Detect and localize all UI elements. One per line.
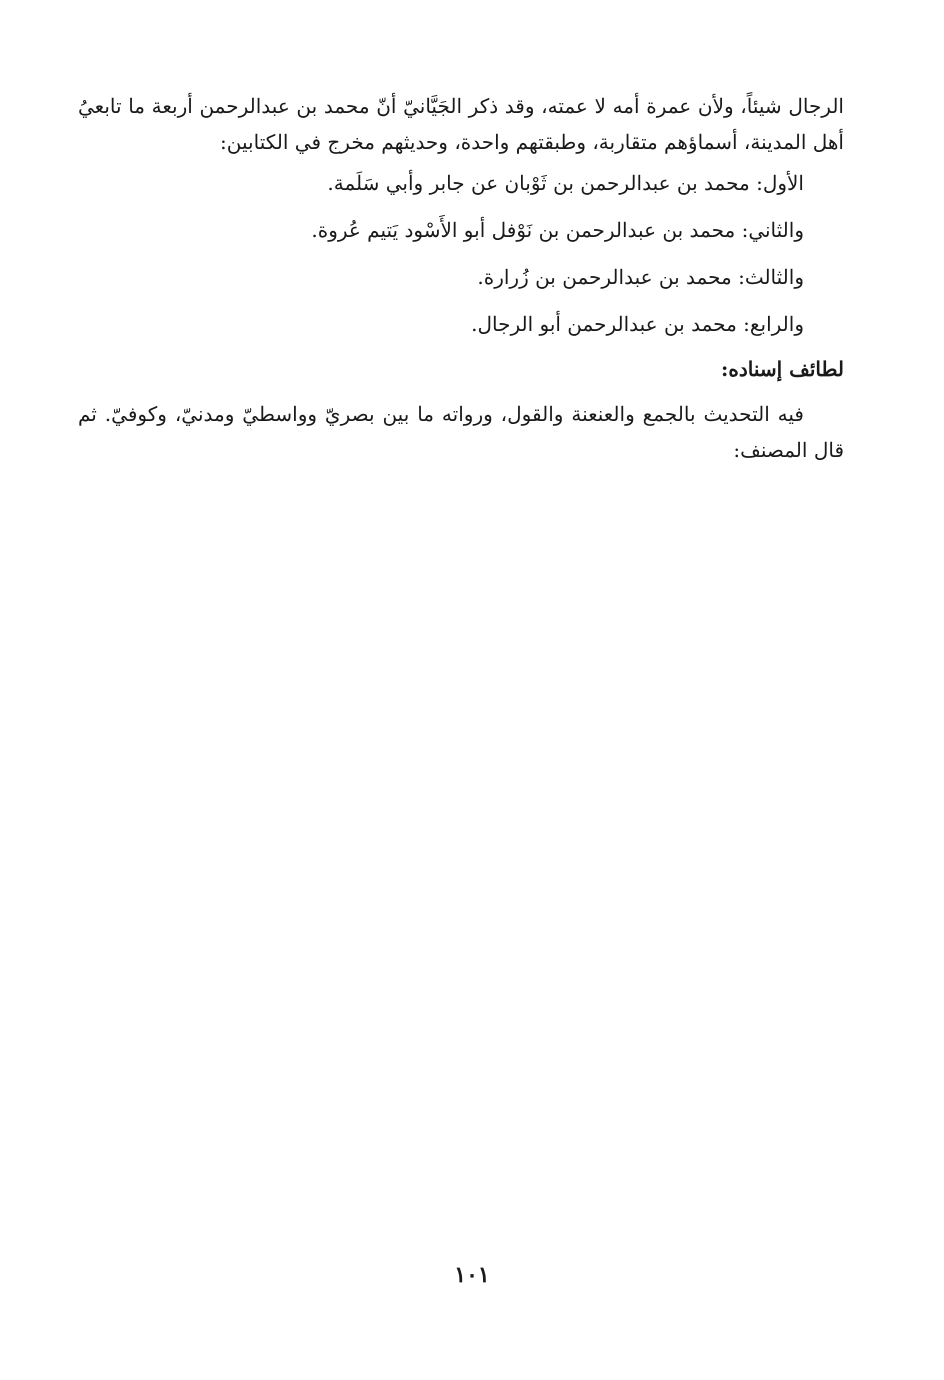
page-number: ١٠١ <box>454 1262 490 1288</box>
list-item-third: والثالث: محمد بن عبدالرحمن بن زُرارة. <box>477 265 804 289</box>
opening-paragraph: الرجال شيئاً، ولأن عمرة أمه لا عمته، وقد ذكر الجَيَّانيّ أنّ محمد بن عبدالرحمن أربعة ما تابعيُ أهل المدينة، أسماؤهم متقاربة، وطبقتهم واحدة، وحديثهم مخرج في الكتابين: <box>78 94 844 154</box>
list-item-first: الأول: محمد بن عبدالرحمن بن ثَوْبان عن جابر وأبي سَلَمة. <box>327 171 804 195</box>
list-item-fourth: والرابع: محمد بن عبدالرحمن أبو الرجال. <box>471 312 804 336</box>
closing-paragraph: فيه التحديث بالجمع والعنعنة والقول، ورواته ما بين بصريّ وواسطيّ ومدنيّ، وكوفيّ. ثم قال المصنف: <box>78 402 844 462</box>
section-heading: لطائف إسناده: <box>720 357 844 381</box>
page-text-block <box>78 88 844 468</box>
list-item-second: والثاني: محمد بن عبدالرحمن بن نَوْفل أبو الأَسْود يَتيم عُروة. <box>311 218 804 242</box>
